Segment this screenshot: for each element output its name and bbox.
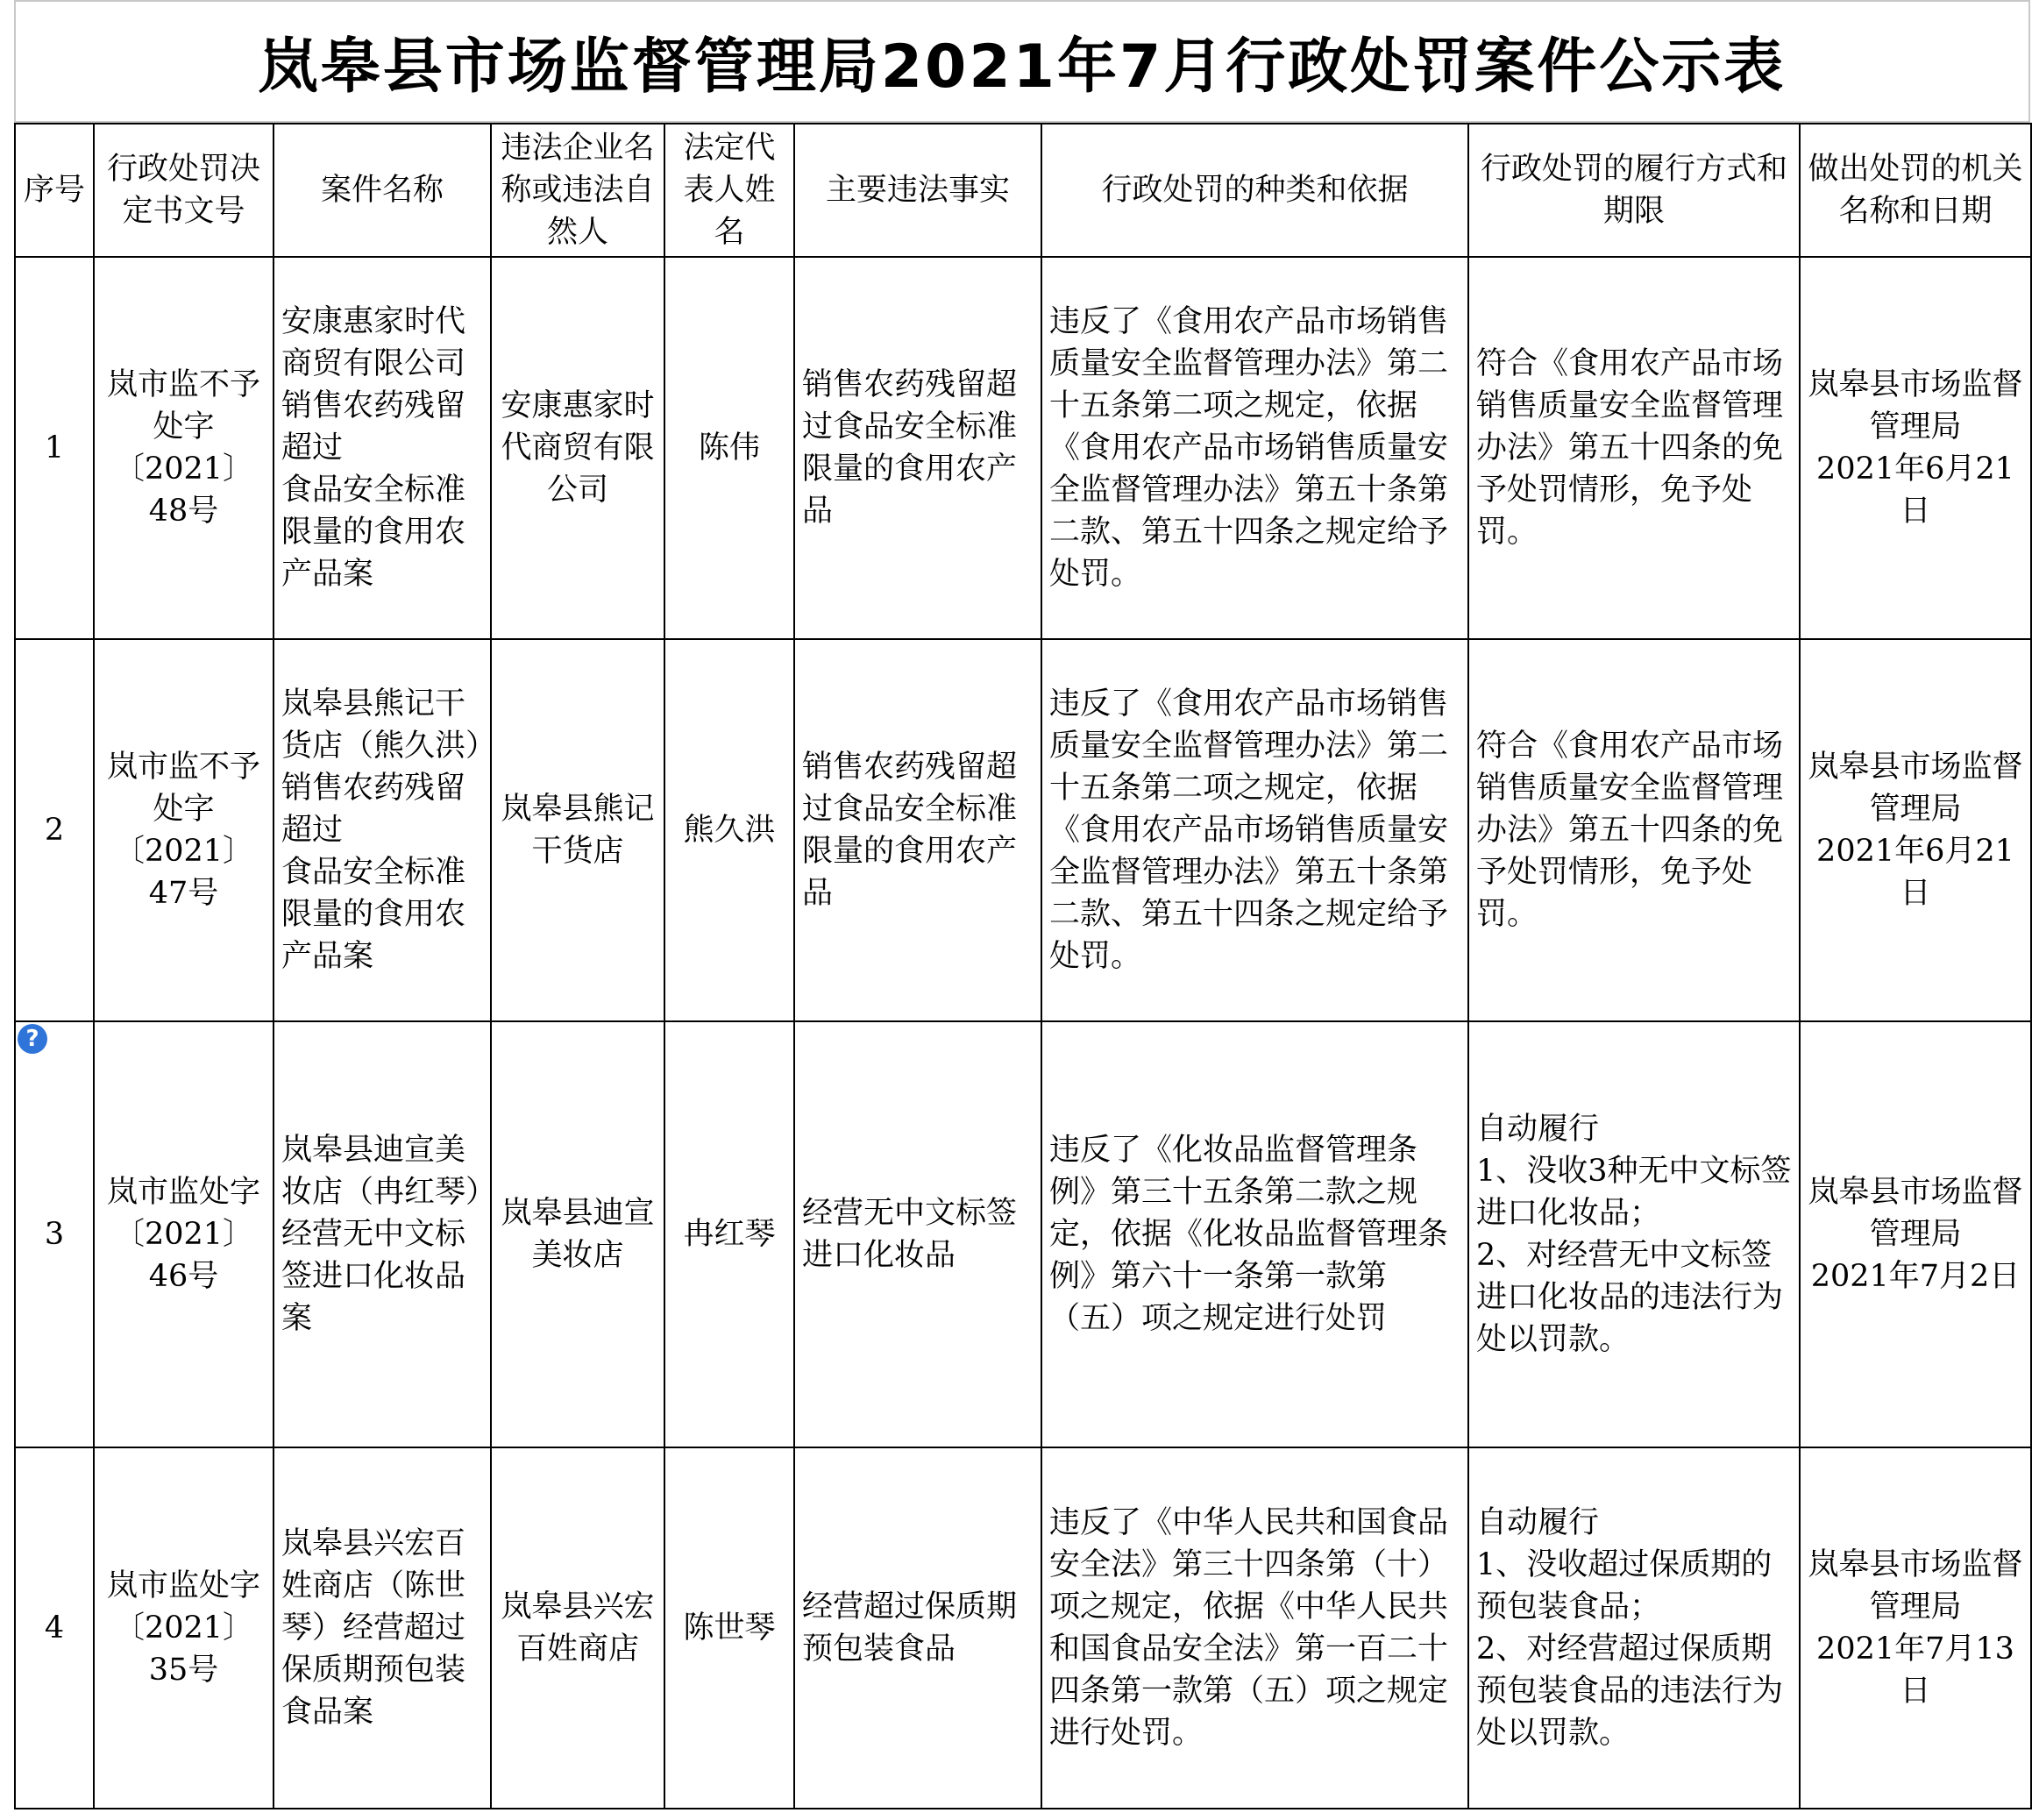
cell-party: 岚皋县兴宏百姓商店 <box>491 1447 664 1809</box>
cell-org: 岚皋县市场监督管理局 <box>1808 1547 2023 1624</box>
cell-org: 岚皋县市场监督管理局 <box>1808 750 2023 827</box>
cell-org-date <box>1800 257 2031 639</box>
header-case-name: 案件名称 <box>274 124 491 257</box>
cell-facts: 经营超过保质期预包装食品 <box>794 1447 1041 1809</box>
table-row <box>15 257 2031 639</box>
cell-facts: 经营无中文标签进口化妆品 <box>794 1021 1041 1447</box>
table-row <box>15 1447 2031 1809</box>
cell-case-name: 岚皋县熊记干货店（熊久洪）销售农药残留超过 食品安全标准限量的食用农产品案 <box>274 639 491 1021</box>
cell-party: 岚皋县迪宣美妆店 <box>491 1021 664 1447</box>
cell-doc-no: 岚市监处字〔2021〕46号 <box>94 1021 274 1447</box>
cell-doc-no: 岚市监处字〔2021〕35号 <box>94 1447 274 1809</box>
cell-basis: 违反了《食用农产品市场销售质量安全监督管理办法》第二十五条第二项之规定，依据《食用农产品市场销售质量安全监督管理办法》第五十条第二款、第五十四条之规定给予处罚。 <box>1041 639 1468 1021</box>
cell-case-name: 岚皋县兴宏百姓商店（陈世琴）经营超过保质期预包装食品案 <box>274 1447 491 1809</box>
cell-no: 1 <box>15 257 94 639</box>
header-facts: 主要违法事实 <box>794 124 1041 257</box>
header-party: 违法企业名称或违法自然人 <box>491 124 664 257</box>
header-no: 序号 <box>15 124 94 257</box>
cell-party: 安康惠家时代商贸有限公司 <box>491 257 664 639</box>
cell-org-date <box>1800 1447 2031 1809</box>
cell-case-name: 岚皋县迪宣美妆店（冉红琴）经营无中文标签进口化妆品案 <box>274 1021 491 1447</box>
cell-case-name: 安康惠家时代商贸有限公司销售农药残留超过 食品安全标准限量的食用农产品案 <box>274 257 491 639</box>
cell-org-date <box>1800 639 2031 1021</box>
header-row <box>15 124 2031 257</box>
title-band <box>14 0 2030 123</box>
cell-org: 岚皋县市场监督管理局 <box>1808 367 2023 444</box>
help-icon[interactable]: ? <box>18 1024 47 1054</box>
page-title: 岚皋县市场监督管理局2021年7月行政处罚案件公示表 <box>258 32 1787 102</box>
cell-execution: 自动履行 1、没收超过保质期的预包装食品； 2、对经营超过保质期预包装食品的违法行为处以罚款。 <box>1468 1447 1800 1809</box>
cell-org-date <box>1800 1021 2031 1447</box>
cell-date: 2021年6月21日 <box>1816 834 2014 911</box>
cell-party: 岚皋县熊记干货店 <box>491 639 664 1021</box>
cell-facts: 销售农药残留超过食品安全标准限量的食用农产品 <box>794 639 1041 1021</box>
header-basis: 行政处罚的种类和依据 <box>1041 124 1468 257</box>
cell-rep: 熊久洪 <box>664 639 794 1021</box>
cell-org: 岚皋县市场监督管理局 <box>1808 1175 2023 1252</box>
cell-basis: 违反了《化妆品监督管理条例》第三十五条第二款之规定，依据《化妆品监督管理条例》第六十一条第一款第（五）项之规定进行处罚 <box>1041 1021 1468 1447</box>
header-org-date: 做出处罚的机关名称和日期 <box>1800 124 2031 257</box>
cell-no: 2 <box>15 639 94 1021</box>
cell-rep: 陈世琴 <box>664 1447 794 1809</box>
cell-doc-no: 岚市监不予处字〔2021〕47号 <box>94 639 274 1021</box>
header-rep: 法定代表人姓名 <box>664 124 794 257</box>
cell-facts: 销售农药残留超过食品安全标准限量的食用农产品 <box>794 257 1041 639</box>
header-doc-no: 行政处罚决定书文号 <box>94 124 274 257</box>
table-row <box>15 1021 2031 1447</box>
table-row <box>15 639 2031 1021</box>
cell-date: 2021年6月21日 <box>1816 451 2014 529</box>
cell-execution: 自动履行 1、没收3种无中文标签进口化妆品； 2、对经营无中文标签进口化妆品的违法行为处以罚款。 <box>1468 1021 1800 1447</box>
cell-rep: 冉红琴 <box>664 1021 794 1447</box>
cell-basis: 违反了《中华人民共和国食品安全法》第三十四条第（十）项之规定，依据《中华人民共和国食品安全法》第一百二十四条第一款第（五）项之规定进行处罚。 <box>1041 1447 1468 1809</box>
cell-basis: 违反了《食用农产品市场销售质量安全监督管理办法》第二十五条第二项之规定，依据《食用农产品市场销售质量安全监督管理办法》第五十条第二款、第五十四条之规定给予处罚。 <box>1041 257 1468 639</box>
cell-execution: 符合《食用农产品市场销售质量安全监督管理办法》第五十四条的免予处罚情形，免予处罚。 <box>1468 639 1800 1021</box>
cell-no: 4 <box>15 1447 94 1809</box>
cell-no: 3 <box>15 1021 94 1447</box>
penalty-table <box>14 123 2032 1809</box>
header-execution: 行政处罚的履行方式和期限 <box>1468 124 1800 257</box>
cell-rep: 陈伟 <box>664 257 794 639</box>
cell-date: 2021年7月13日 <box>1816 1632 2014 1709</box>
cell-date: 2021年7月2日 <box>1810 1259 2021 1294</box>
cell-execution: 符合《食用农产品市场销售质量安全监督管理办法》第五十四条的免予处罚情形，免予处罚。 <box>1468 257 1800 639</box>
cell-doc-no: 岚市监不予处字〔2021〕48号 <box>94 257 274 639</box>
